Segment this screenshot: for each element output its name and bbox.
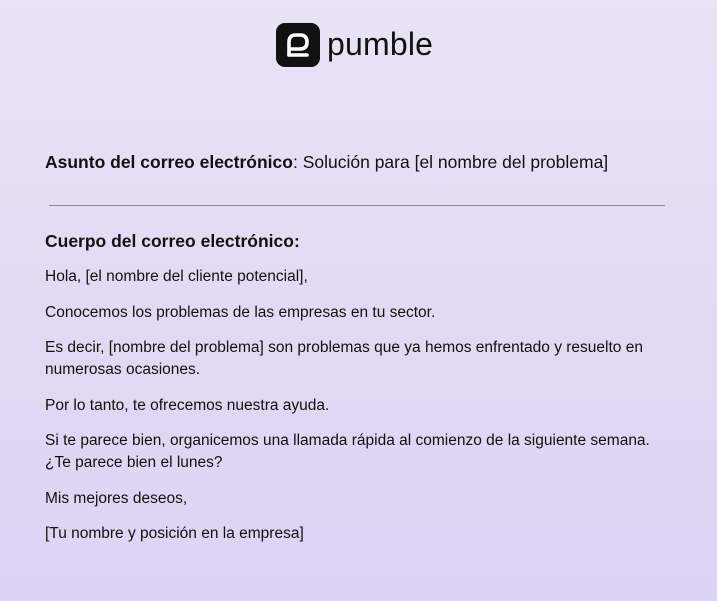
email-greeting: Hola, [el nombre del cliente potencial], — [45, 268, 308, 285]
subject-value: Solución para [el nombre del problema] — [297, 152, 609, 172]
email-paragraph: Si te parece bien, organicemos una llamada rápida al comienzo de la siguiente semana. ¿Te parece bien el lunes? — [45, 432, 650, 471]
brand-name: pumble — [327, 26, 434, 62]
email-signature: [Tu nombre y posición en la empresa] — [45, 525, 304, 542]
email-closing: Mis mejores deseos, — [45, 490, 188, 507]
brand-logo — [276, 22, 433, 68]
email-paragraph: Por lo tanto, te ofrecemos nuestra ayuda. — [45, 397, 330, 414]
email-paragraph: Conocemos los problemas de las empresas en tu sector. — [45, 304, 436, 321]
pumble-logo-icon — [276, 23, 320, 67]
email-subject — [45, 151, 685, 173]
email-body-heading: Cuerpo del correo electrónico: — [45, 231, 300, 251]
divider — [49, 205, 665, 206]
subject-separator: : — [292, 152, 298, 172]
subject-label: Asunto del correo electrónico — [45, 152, 293, 172]
email-paragraph: Es decir, [nombre del problema] son problemas que ya hemos enfrentado y resuelto en numerosas ocasiones. — [45, 339, 643, 378]
